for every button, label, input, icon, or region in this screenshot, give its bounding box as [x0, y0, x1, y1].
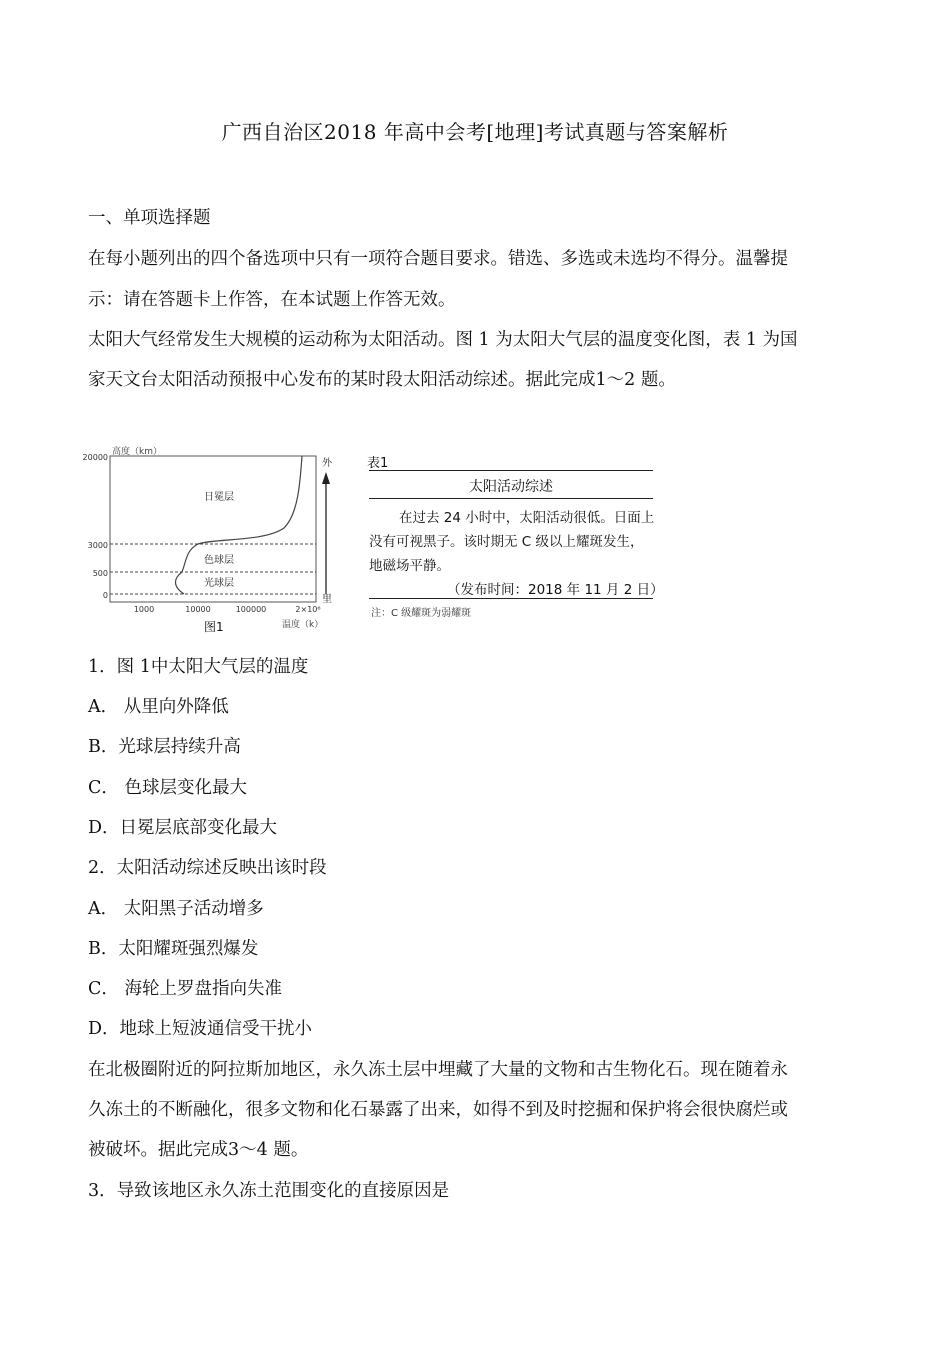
q2-option-b: B．太阳耀斑强烈爆发 — [88, 939, 259, 959]
table-1-caption: 表1 — [367, 456, 389, 471]
table-header: 太阳活动综述 — [469, 479, 553, 495]
y-tick-500: 500 — [92, 569, 108, 578]
intro-3-4-line-3: 被破坏。据此完成3～4 题。 — [88, 1140, 309, 1160]
x-axis-label: 温度（k） — [282, 620, 324, 630]
layer-chromosphere: 色球层 — [204, 555, 234, 566]
y-axis-label: 高度（km） — [112, 447, 162, 457]
q2-option-a: A． 太阳黑子活动增多 — [88, 899, 264, 919]
figure-1-caption: 图1 — [204, 620, 224, 634]
y-tick-3000: 3000 — [87, 541, 108, 550]
temperature-curve — [176, 456, 303, 594]
direction-in-label: 里 — [322, 594, 332, 605]
q2-stem: 2．太阳活动综述反映出该时段 — [88, 858, 327, 878]
q1-stem: 1．图 1中太阳大气层的温度 — [88, 657, 309, 677]
table-1-solar-activity — [365, 448, 670, 628]
x-tick-1000: 1000 — [133, 605, 155, 614]
intro-3-4-line-1: 在北极圈附近的阿拉斯加地区，永久冻土层中埋藏了大量的文物和古生物化石。现在随着永 — [88, 1060, 788, 1080]
table-body — [369, 506, 669, 602]
table-release-time: （发布时间：2018 年 11 月 2 日） — [447, 582, 664, 598]
x-tick-10000: 10000 — [185, 605, 211, 614]
q1-option-b: B．光球层持续升高 — [88, 737, 241, 757]
y-tick-0: 0 — [102, 591, 108, 600]
q1-option-a: A． 从里向外降低 — [88, 697, 229, 717]
arrow-up-icon — [322, 472, 330, 484]
table-header-rule — [369, 498, 653, 499]
table-body-line: 在过去 24 小时中，太阳活动很低。日面上 — [399, 510, 655, 526]
table-top-rule — [369, 470, 653, 471]
figure-1-temperature-chart — [82, 444, 348, 634]
layer-corona: 日冕层 — [204, 492, 234, 503]
q2-option-c: C． 海轮上罗盘指向失准 — [88, 979, 282, 999]
q2-option-d: D．地球上短波通信受干扰小 — [88, 1019, 313, 1039]
x-tick-100000: 100000 — [235, 605, 267, 614]
direction-out-label: 外 — [322, 458, 332, 469]
page-title: 广西自治区2018 年高中会考[地理]考试真题与答案解析 — [221, 120, 729, 144]
q1-option-c: C． 色球层变化最大 — [88, 778, 247, 798]
q1-option-d: D．日冕层底部变化最大 — [88, 818, 278, 838]
instruction-line-2: 示：请在答题卡上作答，在本试题上作答无效。 — [88, 290, 456, 310]
table-note: 注：C 级耀斑为弱耀斑 — [371, 608, 472, 619]
intro-3-4-line-2: 久冻土的不断融化，很多文物和化石暴露了出来，如得不到及时挖掘和保护将会很快腐烂或 — [88, 1100, 788, 1120]
layer-photosphere: 光球层 — [204, 578, 234, 589]
y-tick-20000: 20000 — [82, 453, 108, 462]
q3-stem: 3．导致该地区永久冻土范围变化的直接原因是 — [88, 1181, 450, 1201]
instruction-line-1: 在每小题列出的四个备选项中只有一项符合题目要求。错选、多选或未选均不得分。温馨提 — [88, 249, 788, 269]
intro-1-2-line-1: 太阳大气经常发生大规模的运动称为太阳活动。图 1 为太阳大气层的温度变化图，表 1 为国 — [88, 330, 798, 350]
table-bottom-rule — [369, 598, 653, 599]
table-body-line: 没有可视黑子。该时期无 C 级以上耀斑发生， — [369, 534, 644, 550]
section-heading: 一、单项选择题 — [88, 208, 211, 228]
intro-1-2-line-2: 家天文台太阳活动预报中心发布的某时段太阳活动综述。据此完成1～2 题。 — [88, 370, 676, 390]
table-body-line: 地磁场平静。 — [369, 558, 450, 574]
x-tick-2e6: 2×10⁶ — [295, 605, 321, 614]
